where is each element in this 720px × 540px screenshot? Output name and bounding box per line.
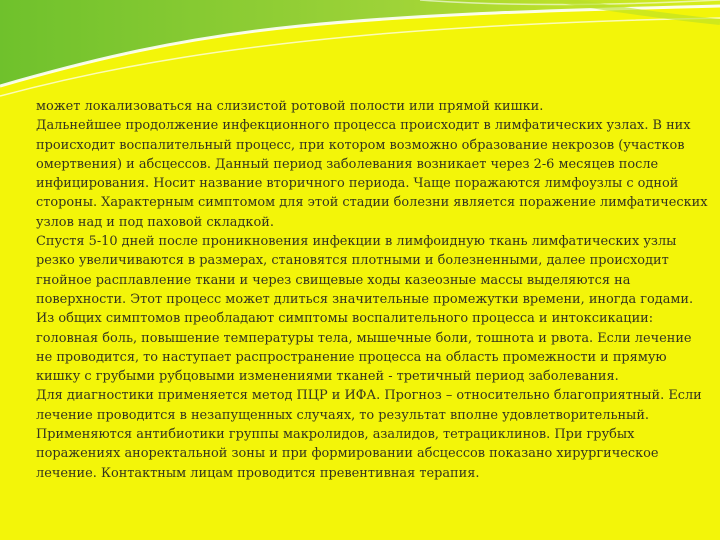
paragraph-2: Дальнейшее продолжение инфекционного процесса происходит в лимфатических узлах. В них происходит воспалительный процесс, при котором возможно образование некрозов (участков омертвения) и абсцессов. Данный период заболевания возникает через 2-6 месяцев после инфицирования. Носит название вторичного периода. Чаще поражаются лимфоузлы с одной стороны. Характерным симптомом для этой стадии болезни является поражение лимфатических узлов над и под паховой складкой. (36, 118, 708, 230)
paragraph-3: Спустя 5-10 дней после проникновения инфекции в лимфоидную ткань лимфатических узлы резко увеличиваются в размерах, становятся плотными и болезненными, далее происходит гнойное расплавление ткани и через свищевые ходы казеозные массы выделяются на поверхности. Этот процесс может длиться значительные промежутки времени, иногда годами. (36, 234, 694, 307)
slide-text-body (36, 97, 708, 483)
header-wave-decoration (0, 0, 720, 110)
paragraph-4: Из общих симптомов преобладают симптомы воспалительного процесса и интоксикации: головная боль, повышение температуры тела, мышечные боли, тошнота и рвота. Если лечение не проводится, то наступает распространение процесса на область промежности и прямую кишку с грубыми рубцовыми изменениями тканей - третичный период заболевания. (36, 311, 692, 385)
paragraph-1: может локализоваться на слизистой ротовой полости или прямой кишки. (36, 99, 544, 114)
paragraph-5: Для диагностики применяется метод ПЦР и ИФА. Прогноз – относительно благоприятный. Если лечение проводится в незапущенных случаях, то результат вполне удовлетворительный. Применяются антибиотики группы макролидов, азалидов, тетрациклинов. При грубых поражениях аноректальной зоны и при формировании абсцессов показано хирургическое лечение. Контактным лицам проводится превентивная терапия. (36, 388, 702, 481)
